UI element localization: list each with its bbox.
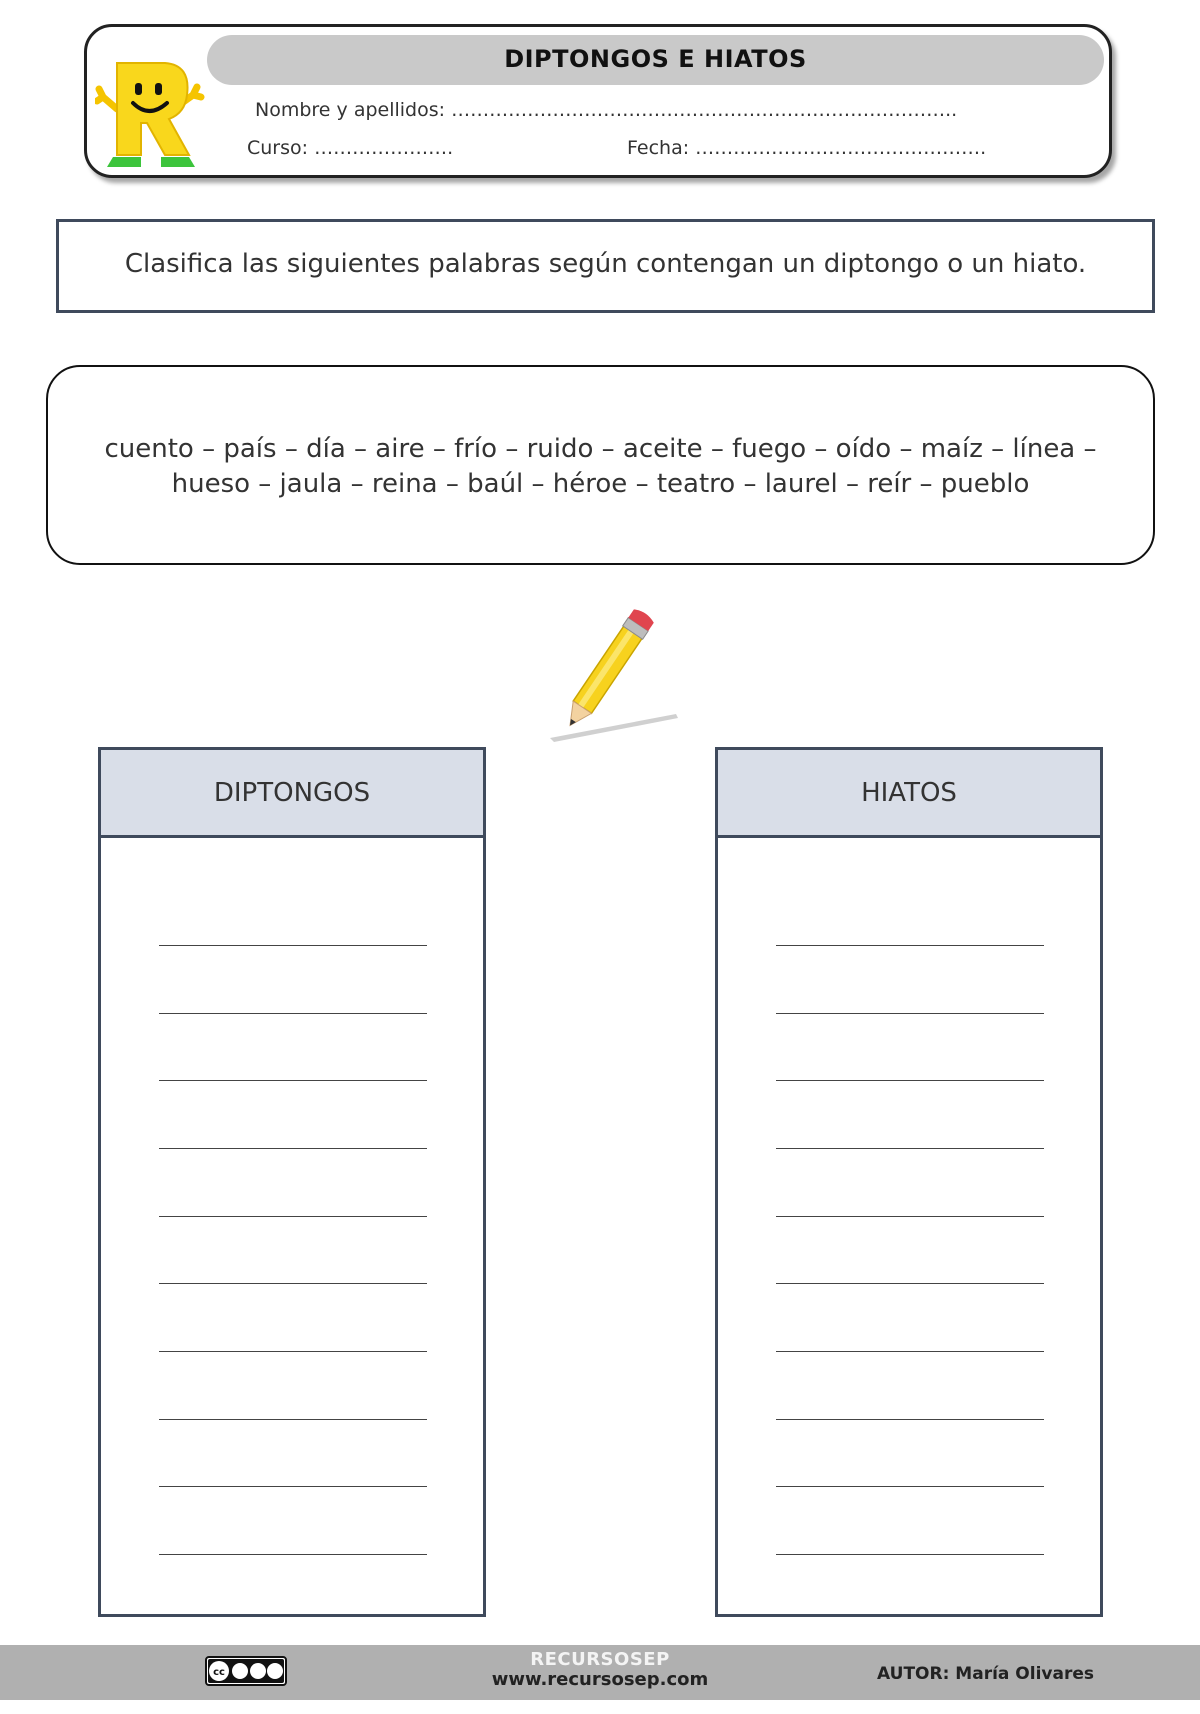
answer-line[interactable]	[776, 1486, 1044, 1487]
mascot-r-logo-icon	[95, 57, 205, 177]
answer-line[interactable]	[776, 945, 1044, 946]
hiatos-header	[718, 750, 1100, 838]
header-card	[84, 24, 1112, 178]
answer-line[interactable]	[776, 1080, 1044, 1081]
title-bar	[207, 35, 1104, 85]
answer-line[interactable]	[776, 1216, 1044, 1217]
diptongos-header	[101, 750, 483, 838]
diptongos-title: DIPTONGOS	[213, 778, 371, 808]
answer-line[interactable]	[159, 1216, 427, 1217]
instruction-text: Clasifica las siguientes palabras según contengan un diptongo o un hiato.	[124, 249, 1087, 279]
answer-line[interactable]	[159, 945, 427, 946]
answer-line[interactable]	[776, 1148, 1044, 1149]
name-field-label: Nombre y apellidos: ……………………………………………………………………..	[255, 99, 958, 121]
answer-line[interactable]	[159, 1013, 427, 1014]
footer-brand: RECURSOSEP	[530, 1649, 670, 1670]
footer-website[interactable]: www.recursosep.com	[491, 1669, 709, 1690]
word-bank-line-1: cuento – país – día – aire – frío – ruido – aceite – fuego – oído – maíz – línea –	[104, 434, 1097, 464]
hiatos-title: HIATOS	[861, 778, 957, 808]
answer-line[interactable]	[776, 1554, 1044, 1555]
answer-line[interactable]	[776, 1419, 1044, 1420]
course-field-label: Curso: ………………….	[247, 137, 454, 159]
instruction-box	[56, 219, 1155, 313]
svg-text:cc: cc	[213, 1667, 225, 1678]
pencil-icon	[540, 592, 680, 744]
diptongos-column	[98, 747, 486, 1617]
word-bank-line-2: hueso – jaula – reina – baúl – héroe – teatro – laurel – reír – pueblo	[171, 469, 1030, 499]
footer	[0, 1645, 1200, 1700]
answer-line[interactable]	[159, 1554, 427, 1555]
answer-line[interactable]	[776, 1013, 1044, 1014]
answer-line[interactable]	[159, 1486, 427, 1487]
word-bank	[46, 365, 1155, 565]
answer-line[interactable]	[159, 1419, 427, 1420]
date-field-label: Fecha: ……………………………………….	[627, 137, 987, 159]
page-title: DIPTONGOS E HIATOS	[504, 45, 807, 73]
answer-line[interactable]	[159, 1351, 427, 1352]
answer-line[interactable]	[776, 1351, 1044, 1352]
hiatos-column	[715, 747, 1103, 1617]
answer-line[interactable]	[159, 1148, 427, 1149]
footer-author: AUTOR: María Olivares	[877, 1664, 1094, 1684]
answer-line[interactable]	[159, 1283, 427, 1284]
answer-line[interactable]	[159, 1080, 427, 1081]
answer-line[interactable]	[776, 1283, 1044, 1284]
